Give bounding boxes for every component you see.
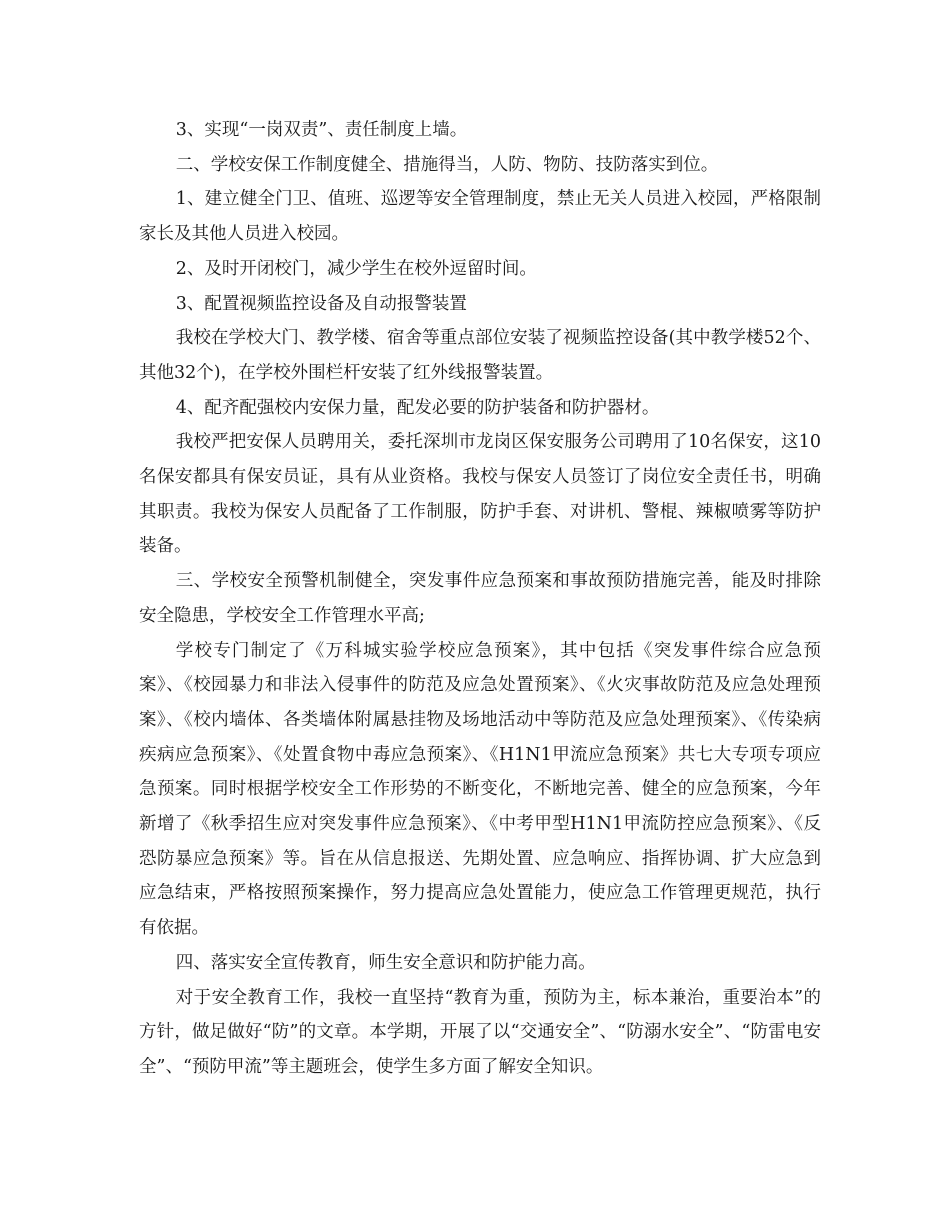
paragraph: 对于安全教育工作，我校一直坚持“教育为重，预防为主，标本兼治，重要治本”的方针，做足做好“防”的文章。本学期，开展了以“交通安全”、“防溺水安全”、“防雷电安全”、“预防甲流”等主题班会，使学生多方面了解安全知识。 xyxy=(139,987,821,1077)
section-heading: 二、学校安保工作制度健全、措施得当，人防、物防、技防落实到位。 xyxy=(175,154,719,175)
paragraph: 3、配置视频监控设备及自动报警装置 xyxy=(175,293,467,314)
paragraph: 学校专门制定了《万科城实验学校应急预案》，其中包括《突发事件综合应急预案》、《校园暴力和非法入侵事件的防范及应急处置预案》、《火灾事故防范及应急处理预案》、《校内墙体、各类墙体附属悬挂物及场地活动中等防范及应急处理预案》、《传染病疾病应急预案》、《处置食物中毒应急预案》、《H1N1甲流应急预案》共七大专项专项应急预案。同时根据学校安全工作形势的不断变化，不断地完善、健全的应急预案，今年新增了《秋季招生应对突发事件应急预案》、《中考甲型H1N1甲流防控应急预案》、《反恐防暴应急预案》等。旨在从信息报送、先期处置、应急响应、指挥协调、扩大应急到应急结束，严格按照预案操作，努力提高应急处置能力，使应急工作管理更规范，执行有依据。 xyxy=(139,640,821,939)
section-heading: 四、落实安全宣传教育，师生安全意识和防护能力高。 xyxy=(175,952,596,973)
paragraph: 3、实现“一岗双责”、责任制度上墙。 xyxy=(175,120,468,140)
paragraph: 我校严把安保人员聘用关，委托深圳市龙岗区保安服务公司聘用了10名保安，这10名保安都具有保安员证，具有从业资格。我校与保安人员签订了岗位安全责任书，明确其职责。我校为保安人员配备了工作制服，防护手套、对讲机、警棍、辣椒喷雾等防护装备。 xyxy=(139,432,821,557)
paragraph: 2、及时开闭校门，减少学生在校外逗留时间。 xyxy=(175,258,537,279)
paragraph: 1、建立健全门卫、值班、巡逻等安全管理制度，禁止无关人员进入校园，严格限制家长及其他人员进入校园。 xyxy=(139,189,821,245)
section-heading: 三、学校安全预警机制健全，突发事件应急预案和事故预防措施完善，能及时排除安全隐患，学校安全工作管理水平高; xyxy=(139,571,821,626)
paragraph: 我校在学校大门、教学楼、宿舍等重点部位安装了视频监控设备(其中教学楼52个、其他32个)，在学校外围栏杆安装了红外线报警装置。 xyxy=(139,328,821,383)
document-body xyxy=(139,113,821,1085)
paragraph: 4、配齐配强校内安保力量，配发必要的防护装备和防护器材。 xyxy=(175,397,660,418)
